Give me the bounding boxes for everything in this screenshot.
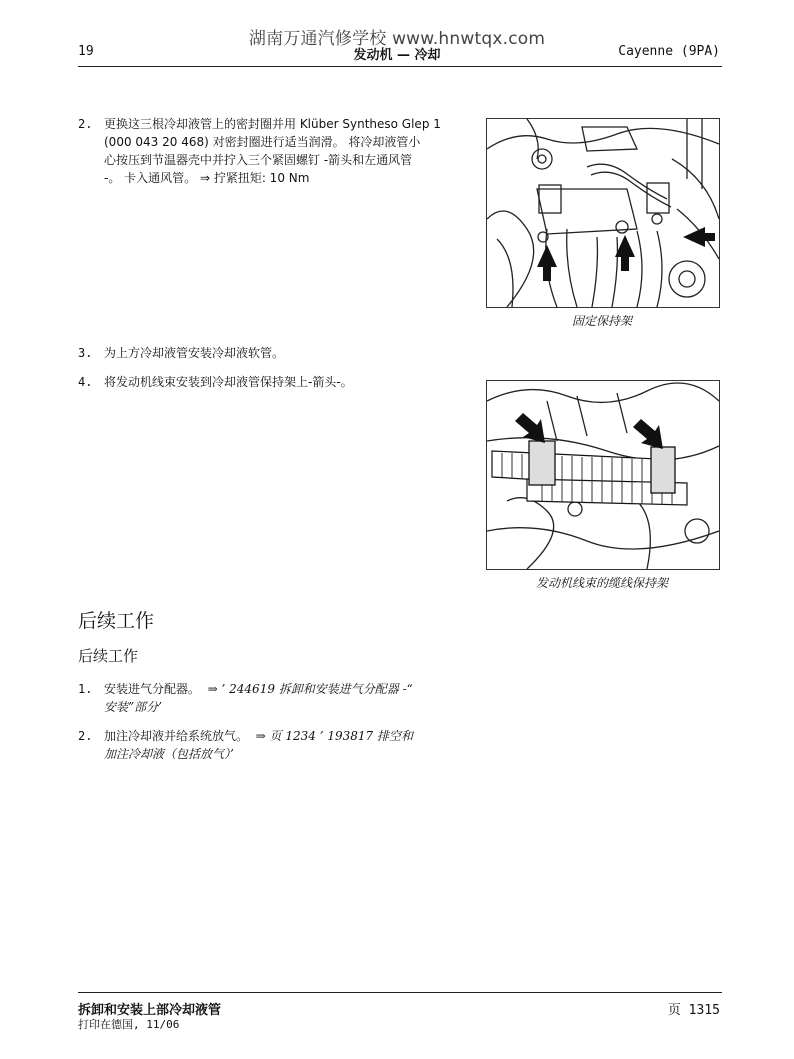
figure-thermostat-housing: [486, 118, 720, 308]
step-line: 更换这三根冷却液管上的密封圈并用 Klüber Syntheso Glep 1: [104, 117, 441, 131]
step-text: [104, 115, 441, 187]
step-4: [78, 373, 478, 391]
step-line: [104, 727, 413, 745]
engine-illustration-1: [487, 119, 719, 307]
step-line: 心按压到节温器壳中并拧入三个紧固螺钉 -箭头和左通风管: [104, 153, 413, 167]
step-instruction: 安装进气分配器。: [104, 682, 201, 696]
step-3: [78, 344, 478, 362]
step-number: 2.: [78, 117, 93, 131]
step-number: 1.: [78, 682, 93, 696]
section-heading: 后续工作: [78, 610, 155, 632]
watermark: 湖南万通汽修学校 www.hnwtqx.com: [248, 29, 546, 49]
followup-step-2: [78, 727, 498, 763]
step-2: [78, 115, 478, 187]
footer-page-number: 页 1315: [667, 1003, 720, 1018]
step-line: (000 043 20 468) 对密封圈进行适当润滑。 将冷却液管小: [104, 135, 421, 149]
arrow-icon: [537, 245, 557, 281]
figure-harness-holder: [486, 380, 720, 570]
step-number: 4.: [78, 375, 93, 389]
figure-caption: 固定保持架: [571, 314, 632, 328]
followup-step-1: [78, 680, 498, 716]
step-line: 为上方冷却液管安装冷却液软管。: [104, 346, 285, 360]
header-rule: [78, 66, 722, 67]
cross-reference-link[interactable]: ⇒ ’ 244619 拆卸和安装进气分配器 -“: [207, 682, 413, 696]
step-line: -。 卡入通风管。 ⇒ 拧紧扭矩: 10 Nm: [104, 171, 310, 185]
header-model: Cayenne (9PA): [618, 44, 720, 59]
header-section-title: 发动机 — 冷却: [353, 48, 441, 63]
arrow-icon: [615, 235, 635, 271]
figure-caption: 发动机线束的缆线保持架: [535, 576, 668, 590]
footer-print-info: 打印在德国, 11/06: [78, 1018, 180, 1031]
header-page-number: 19: [78, 44, 94, 59]
cross-reference-link[interactable]: 加注冷却液（包括放气）’: [104, 747, 234, 761]
arrow-icon: [515, 413, 545, 443]
arrow-icon: [633, 419, 663, 449]
step-text: [104, 727, 413, 763]
cross-reference-link[interactable]: 安装”部分’: [104, 700, 162, 714]
footer-rule: [78, 992, 722, 993]
footer-doc-title: 拆卸和安装上部冷却液管: [78, 1003, 222, 1018]
subsection-heading: 后续工作: [78, 647, 139, 665]
step-text: [104, 680, 413, 716]
cross-reference-link[interactable]: ⇒ 页 1234 ’ 193817 排空和: [255, 729, 413, 743]
step-number: 3.: [78, 346, 93, 360]
step-line: [104, 680, 413, 698]
step-line: 将发动机线束安装到冷却液管保持架上-箭头-。: [104, 375, 353, 389]
step-number: 2.: [78, 729, 93, 743]
step-instruction: 加注冷却液并给系统放气。: [104, 729, 249, 743]
engine-illustration-2: [487, 381, 719, 569]
